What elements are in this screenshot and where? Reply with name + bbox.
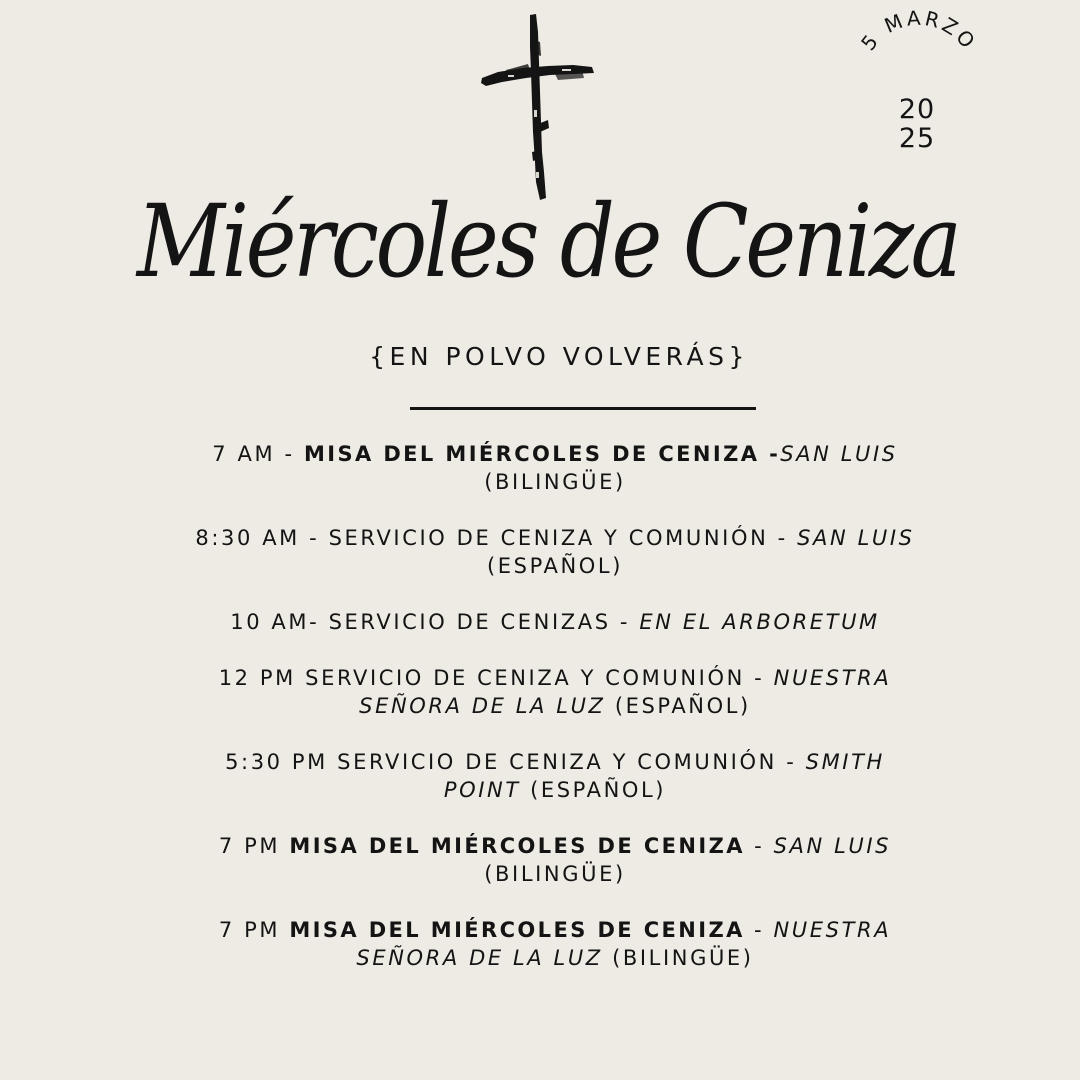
service-item xyxy=(40,832,1070,888)
divider xyxy=(410,407,756,410)
service-time: 8:30 AM - SERVICIO DE CENIZA Y COMUNIÓN - xyxy=(195,526,798,550)
date-year-bottom: 25 xyxy=(898,123,936,154)
service-location: SAN LUIS xyxy=(773,834,892,858)
service-item xyxy=(40,524,1070,580)
service-time: 12 PM SERVICIO DE CENIZA Y COMUNIÓN - xyxy=(218,666,774,690)
service-time: 7 PM xyxy=(218,918,290,942)
service-location-cont: SEÑORA DE LA LUZ xyxy=(359,694,606,718)
service-location: SAN LUIS xyxy=(797,526,915,550)
service-schedule xyxy=(40,440,1070,1000)
service-item xyxy=(40,608,1070,636)
service-item xyxy=(40,664,1070,720)
service-language: (BILINGÜE) xyxy=(602,946,754,970)
service-language: (ESPAÑOL) xyxy=(605,694,751,718)
service-time: 7 PM xyxy=(218,834,290,858)
service-time: 5:30 PM SERVICIO DE CENIZA Y COMUNIÓN - xyxy=(225,750,806,774)
date-day-month: 5 MARZO xyxy=(856,5,982,56)
service-time: 10 AM- SERVICIO DE CENIZAS - xyxy=(230,610,640,634)
service-item xyxy=(40,916,1070,972)
service-time: 7 AM - xyxy=(212,442,304,466)
service-language: (BILINGÜE) xyxy=(484,470,626,494)
date-arc xyxy=(846,5,986,98)
service-language: (ESPAÑOL) xyxy=(520,778,667,802)
service-event: MISA DEL MIÉRCOLES DE CENIZA xyxy=(289,918,745,942)
service-location: NUESTRA xyxy=(773,666,892,690)
service-event: MISA DEL MIÉRCOLES DE CENIZA - xyxy=(303,442,781,466)
service-location: SAN LUIS xyxy=(780,442,898,466)
service-item xyxy=(40,748,1070,804)
page-title: Miércoles de Ceniza xyxy=(136,183,959,300)
subtitle: {EN POLVO VOLVERÁS} xyxy=(369,342,749,371)
service-event: MISA DEL MIÉRCOLES DE CENIZA xyxy=(289,834,745,858)
date-year-top: 20 xyxy=(898,94,936,125)
service-language: (BILINGÜE) xyxy=(484,862,626,886)
service-separator: - xyxy=(744,834,774,858)
service-location-cont: SEÑORA DE LA LUZ xyxy=(356,946,603,970)
service-separator: - xyxy=(744,918,774,942)
service-location: SMITH xyxy=(805,750,885,774)
service-location-cont: POINT xyxy=(443,778,521,802)
service-item xyxy=(40,440,1070,496)
cross-icon xyxy=(478,12,598,202)
service-language: (ESPAÑOL) xyxy=(486,554,623,578)
service-location: NUESTRA xyxy=(773,918,892,942)
service-location: EN EL ARBORETUM xyxy=(639,610,880,634)
